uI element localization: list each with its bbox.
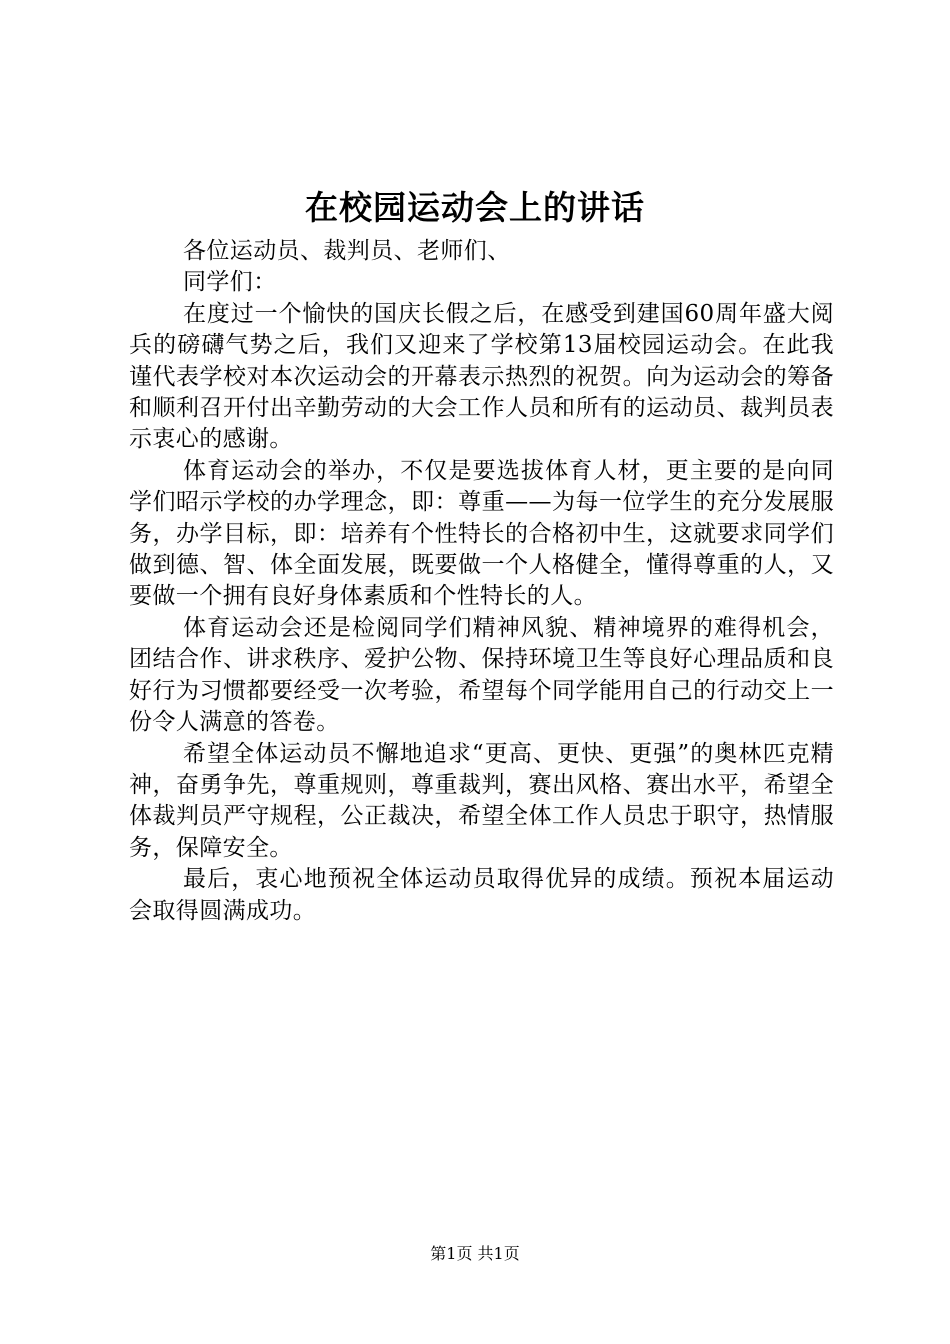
paragraph-2: 体育运动会的举办，不仅是要选拔体育人材，更主要的是向同学们昭示学校的办学理念，即：尊重——为每一位学生的充分发展服务，办学目标，即：培养有个性特长的合格初中生，这就要求同学们做到德、智、体全面发展，既要做一个人格健全，懂得尊重的人，又要做一个拥有良好身体素质和个性特长的人。 <box>129 457 834 610</box>
document-body <box>129 236 834 927</box>
paragraph-5: 最后，衷心地预祝全体运动员取得优异的成绩。预祝本届运动会取得圆满成功。 <box>129 866 834 924</box>
greeting-line-1: 各位运动员、裁判员、老师们、 <box>183 238 511 264</box>
greeting-line-2: 同学们： <box>183 269 277 296</box>
paragraph-4: 希望全体运动员不懈地追求“更高、更快、更强”的奥林匹克精神，奋勇争先，尊重规则，尊重裁判，赛出风格、赛出水平，希望全体裁判员严守规程，公正裁决，希望全体工作人员忠于职守，热情服务，保障安全。 <box>129 740 834 861</box>
document-title: 在校园运动会上的讲话 <box>305 188 645 227</box>
paragraph-3: 体育运动会还是检阅同学们精神风貌、精神境界的难得机会，团结合作、讲求秩序、爱护公物、保持环境卫生等良好心理品质和良好行为习惯都要经受一次考验，希望每个同学能用自己的行动交上一份令人满意的答卷。 <box>129 614 834 736</box>
paragraph-1: 在度过一个愉快的国庆长假之后，在感受到建国60周年盛大阅兵的磅礴气势之后，我们又迎来了学校第13届校园运动会。在此我谨代表学校对本次运动会的开幕表示热烈的祝贺。向为运动会的筹备和顺利召开付出辛勤劳动的大会工作人员和所有的运动员、裁判员表示衷心的感谢。 <box>129 300 834 453</box>
page-footer: 第1页 共1页 <box>430 1244 520 1263</box>
